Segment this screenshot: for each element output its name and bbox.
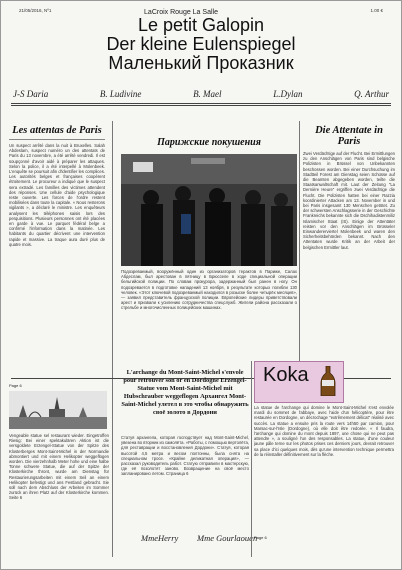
bottom-middle-article [121, 369, 249, 505]
middle-body: Подозреваемый, вооружённый один из организаторов терактов в Париже, Салах Абдеслам, был арестован в пятницу в Брюсселе в ходе специальной операции бельгийской полиции. По словам прокурора, задержанный был ранен в ногу. Он подозревается в подготовке нападений 13 ноября, в результате которых погибли 130 человек. «Этот ключевой подозреваемый находился в розыске более четырёх месяцев», — заявил представитель французской полиции. Европейские лидеры приветствовали арест и призвали к усилению сотрудничества спецслужб. Жители района рассказали о стрельбе и многочисленных полицейских машинах. [121, 269, 297, 311]
bottle-icon [317, 366, 339, 396]
middle-article [121, 125, 297, 331]
publisher: LaCroix Rouge La Salle [144, 9, 218, 16]
police-photo [121, 154, 297, 266]
bylines [13, 89, 389, 99]
bottom-left-article [9, 383, 109, 553]
bottom-right-body: La statue de l'archange qui domine le Mont-Saint-Michel s'est envolée mardi du sommet de l'abbaye, avec l'aide d'un hélicoptère, pour être restaurée en Dordogne, un décrochage "extrêmement délicat" réalisé avec succès. La statue a ensuite pris la route vers 14h50 par camion, pour Marsac-sur-l'Isle (Dordogne), où elle doit être redorée. « Il faudra, l'archange qui domine du mont depuis 1897, une chose qui ne peut pas attendre », a souligné l'un des responsables. La statue, d'une couleur jaune pâle terne sur les photos prises ces derniers jours, devrait retrouver sa place d'ici quelques mois, dès qu'une intervention technique permettra de la réinstaller définitivement sur la flèche. [254, 405, 394, 457]
title-french: Le petit Galopin [137, 15, 265, 35]
bottom-middle-headline: L'archange du Mont-Saint-Michel s'envole pour retrouver son or en Dordogne Erzengel-Statue vom Mont-Saint-Michel mit Hubschrauber weggeflogen Архангел Mont-Saint-Michel улетел в это чтобы обнаружить своё золото в Дордони [121, 369, 249, 416]
byline: L.Dylan [273, 89, 303, 99]
signature-gourlaouen: Mme Gourlaouen [197, 533, 258, 543]
column-rule [112, 121, 113, 383]
right-article [303, 125, 395, 366]
divider [11, 105, 391, 106]
middle-headline: Парижские покушения [157, 137, 261, 148]
signature-herry: MmeHerry [141, 533, 179, 543]
police-photo-illustration [121, 154, 297, 266]
right-headline: Die Attentate in Paris [315, 125, 383, 147]
left-body: Un suspect arrêté dans la nuit à Bruxelles. Salah Abdeslam, suspect numéro un des attentats de Paris du 13 novembre, a été arrêté vendredi. Il est soupçonné d'avoir aidé à préparer les attaques. Selon la police, il a été interpellé à Molenbeek. L'enquête se poursuit afin d'identifier les complices. Les autorités belges et françaises coopèrent étroitement. Le procureur a indiqué que le suspect sera extradé. Les familles des victimes attendent des réponses. Une cellule d'aide psychologique reste ouverte. Les forces de l'ordre restent mobilisées dans toute la capitale. « Nous resterons vigilants », a déclaré le ministre. Les enquêteurs analysent les téléphones saisis lors des perquisitions. Plusieurs personnes ont été placées en garde à vue. Le parquet fédéral belge a confirmé l'information dans la matinée. Les habitants du quartier décrivent une intervention rapide et massive. La traque aura duré plus de quatre mois. [9, 143, 105, 247]
bottom-right-page: Page 6 [254, 535, 267, 540]
column-rule [251, 361, 252, 557]
title-russian: Маленький Проказник [108, 53, 294, 73]
masthead [1, 9, 401, 73]
koka-logo-text: Koka [263, 364, 309, 386]
byline: B. Ludivine [99, 89, 142, 99]
bottom-left-page: Page 6 [9, 383, 22, 388]
issue-date: 21/05/2016, Nº1 [19, 8, 52, 13]
bottom-right-article [254, 405, 394, 540]
column-rule [112, 383, 113, 557]
left-headline: Les attentas de Paris [12, 125, 102, 136]
divider [11, 103, 391, 104]
mont-saint-michel-photo [9, 391, 107, 429]
column-rule [299, 121, 300, 373]
right-body: Zwei Verdächtige auf der Flucht. Bei Ermittlungen zu den Anschlägen von Paris sind belgische Polizisten in Brüssel von Unbekannten beschossen worden. Bei einer Durchsuchung im Stadtteil Forest am Dienstag seien Schüsse auf die Beamten abgegeben worden, teilte die Staatsanwaltschaft mit. Laut der Zeitung "La Dernière Heure" ergriffen zwei Verdächtige die Flucht. Die Polizisten hatten bei einer Razzia koordinierter Attacken am 13. November in und bei Paris insgesamt 130 Menschen getötet. Zu der schwersten Anschlagsserie in der Geschichte Frankreichs bekannte sich die Dschihadistenmiliz Islamischer Staat (IS). Einige der Attentäter reisten vor den Anschlägen im Brüsseler Einwandererviertel Molenbeek und waren den Sicherheitsbehörden bekannt. Nach den Attentaten wurde Kritik an der Arbeit der belgischen Ermittler laut. [303, 151, 395, 250]
koka-logo [254, 361, 344, 403]
bottom-middle-body: Статуя архангела, которая господствует над Mont-Saint-Michel, увезена во вторник из самолёта. «Работы, с помощью вертолёта, для реставрации и восстановления Дордони». Статуя, которая высотой 4,5 метра и весом полтонны, была снята на специальном тросе. «Крайне деликатная операция», — рассказал руководитель работ. Статую отправили в мастерскую, где её позолотят заново. Возвращение на своё место запланировано летом. Страница 6 [121, 435, 249, 477]
byline: Q. Arthur [354, 89, 389, 99]
left-article [9, 125, 105, 377]
abbey-illustration [9, 391, 107, 429]
issue-price: 1.00 € [370, 8, 383, 13]
title-german: Der kleine Eulenspiegel [106, 34, 296, 54]
byline: J-S Daria [13, 89, 49, 99]
byline: B. Mael [193, 89, 222, 99]
bottom-left-body: Vengeable statue sel restaurant wieder. Eingetroffen Riesig: Bei einer spektakulären Aktion ist die versgoldete Erzengel-Statue von der Spitze des Klosterberges Mont-Saint-Michel in der Normandie abmontiert und mit einem Helikopter weggeflogen worden. Die vierzehnhalb Meter hohe und eine halbe Tonne schwere Statue, die auf der Spitze der Klosterkirche thront, wurde am Dienstag für Restaurierungsarbeiten mit einem Seil an einem Helikopter befestigt und ans Festland gebracht. Sie soll nach dem Abschluss der Arbeiten im Sommer zurück an ihren Platz auf der Klosterkirche kommen. Seite 6 [9, 433, 109, 501]
